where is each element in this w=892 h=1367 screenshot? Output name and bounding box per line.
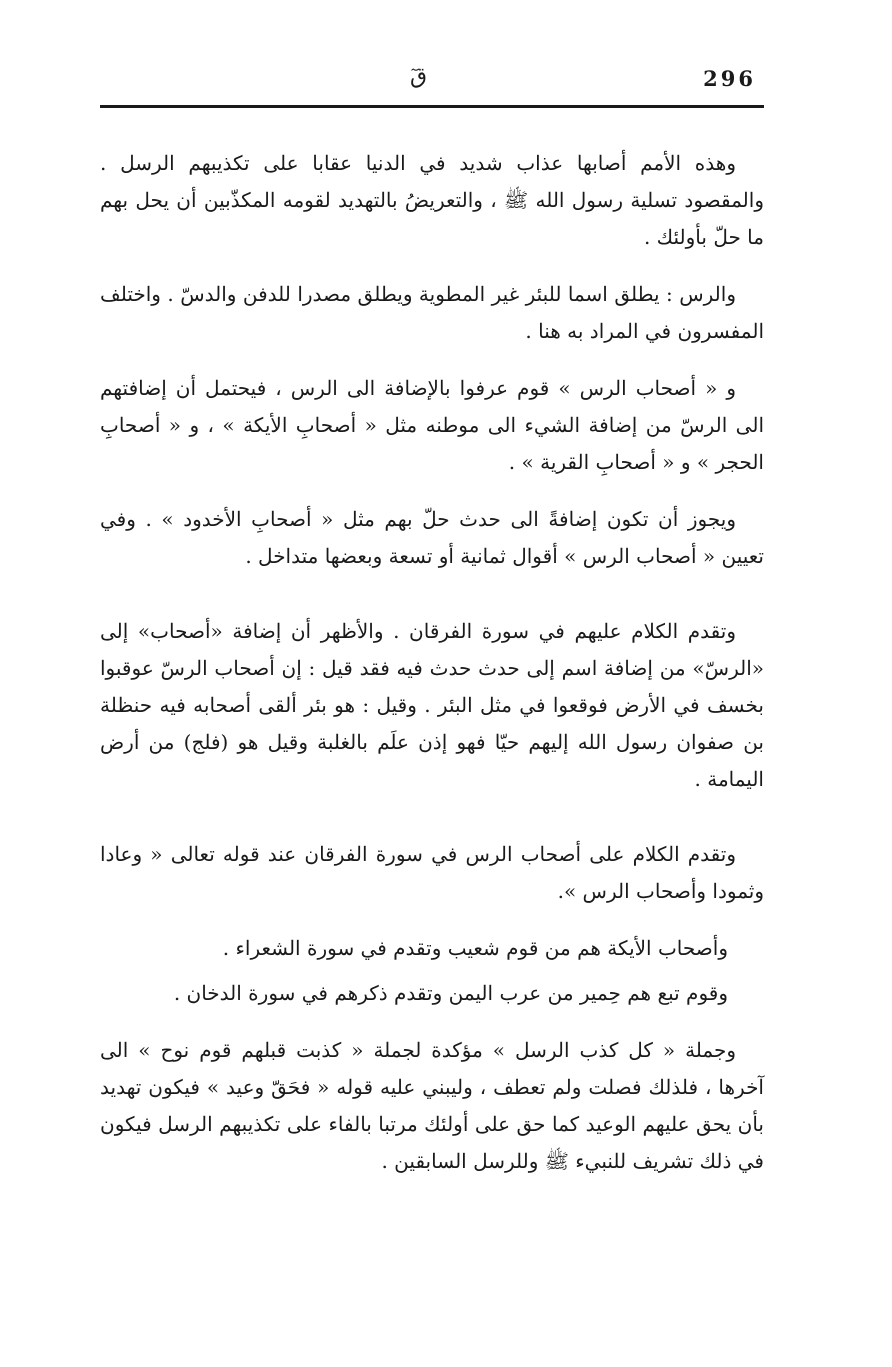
running-head-surah-name: قٓ bbox=[410, 64, 428, 89]
page-header bbox=[100, 62, 764, 102]
paragraph-people-of-rass: و « أصحاب الرس » قوم عرفوا بالإضافة الى الرس ، فيحتمل أن إضافتهم الى الرسّ من إضافة الشيء الى موطنه مثل « أصحابِ الأيكة » ، و « أصحابِ الحجر » و « أصحابِ القرية » . bbox=[100, 376, 764, 474]
body-text bbox=[100, 145, 764, 1200]
paragraph-people-of-tubba: وقوم تبع هم حِمير من عرب اليمن وتقدم ذكرهم في سورة الدخان . bbox=[173, 981, 728, 1005]
paragraph-al-rass-definition: والرس : يطلق اسما للبئر غير المطوية ويطلق مصدرا للدفن والدسّ . واختلف المفسرون في المراد به هنا . bbox=[100, 282, 764, 343]
header-rule bbox=[100, 105, 764, 108]
paragraph-annexation-event: ويجوز أن تكون إضافةً الى حدث حلّ بهم مثل « أصحابِ الأخدود » . وفي تعيين « أصحاب الرس » أقوال ثمانية أو تسعة وبعضها متداخل . bbox=[100, 507, 764, 568]
paragraph-furqan-verse: وتقدم الكلام على أصحاب الرس في سورة الفرقان عند قوله تعالى « وعادا وثمودا وأصحاب الرس ». bbox=[100, 842, 764, 903]
paragraph-nations-punishment: وهذه الأمم أصابها عذاب شديد في الدنيا عقابا على تكذيبهم الرسل . والمقصود تسلية رسول الله ﷺ ، والتعريضُ بالتهديد لقومه المكذّبين أن يحل بهم ما حلّ بأولئك . bbox=[100, 151, 764, 249]
paragraph-sentence-analysis: وجملة « كل كذب الرسل » مؤكدة لجملة « كذبت قبلهم قوم نوح » الى آخرها ، فلذلك فصلت ولم تعطف ، وليبني عليه قوله « فحَقّ وعيد » فيكون تهديد بأن يحق عليهم الوعيد كما حق على أولئك مرتبا بالفاء على تكذيبهم الرسل فيكون في ذلك تشريف للنبيء ﷺ وللرسل السابقين . bbox=[100, 1038, 764, 1173]
paragraph-people-of-aykah: وأصحاب الأيكة هم من قوم شعيب وتقدم في سورة الشعراء . bbox=[222, 936, 728, 960]
paragraph-furqan-reference: وتقدم الكلام عليهم في سورة الفرقان . والأظهر أن إضافة «أصحاب» إلى «الرسّ» من إضافة اسم إلى حدث حدث فيه فقد قيل : إن أصحاب الرسّ عوقبوا بخسف في الأرض فوقعوا في مثل البئر . وقيل : هو بئر ألقى أصحابه فيه حنظلة بن صفوان رسول الله إليهم حيّا فهو إذن علَم بالغلبة وقيل هو (فلج) من أرض اليمامة . bbox=[100, 619, 764, 791]
page-number: 296 bbox=[703, 66, 756, 91]
